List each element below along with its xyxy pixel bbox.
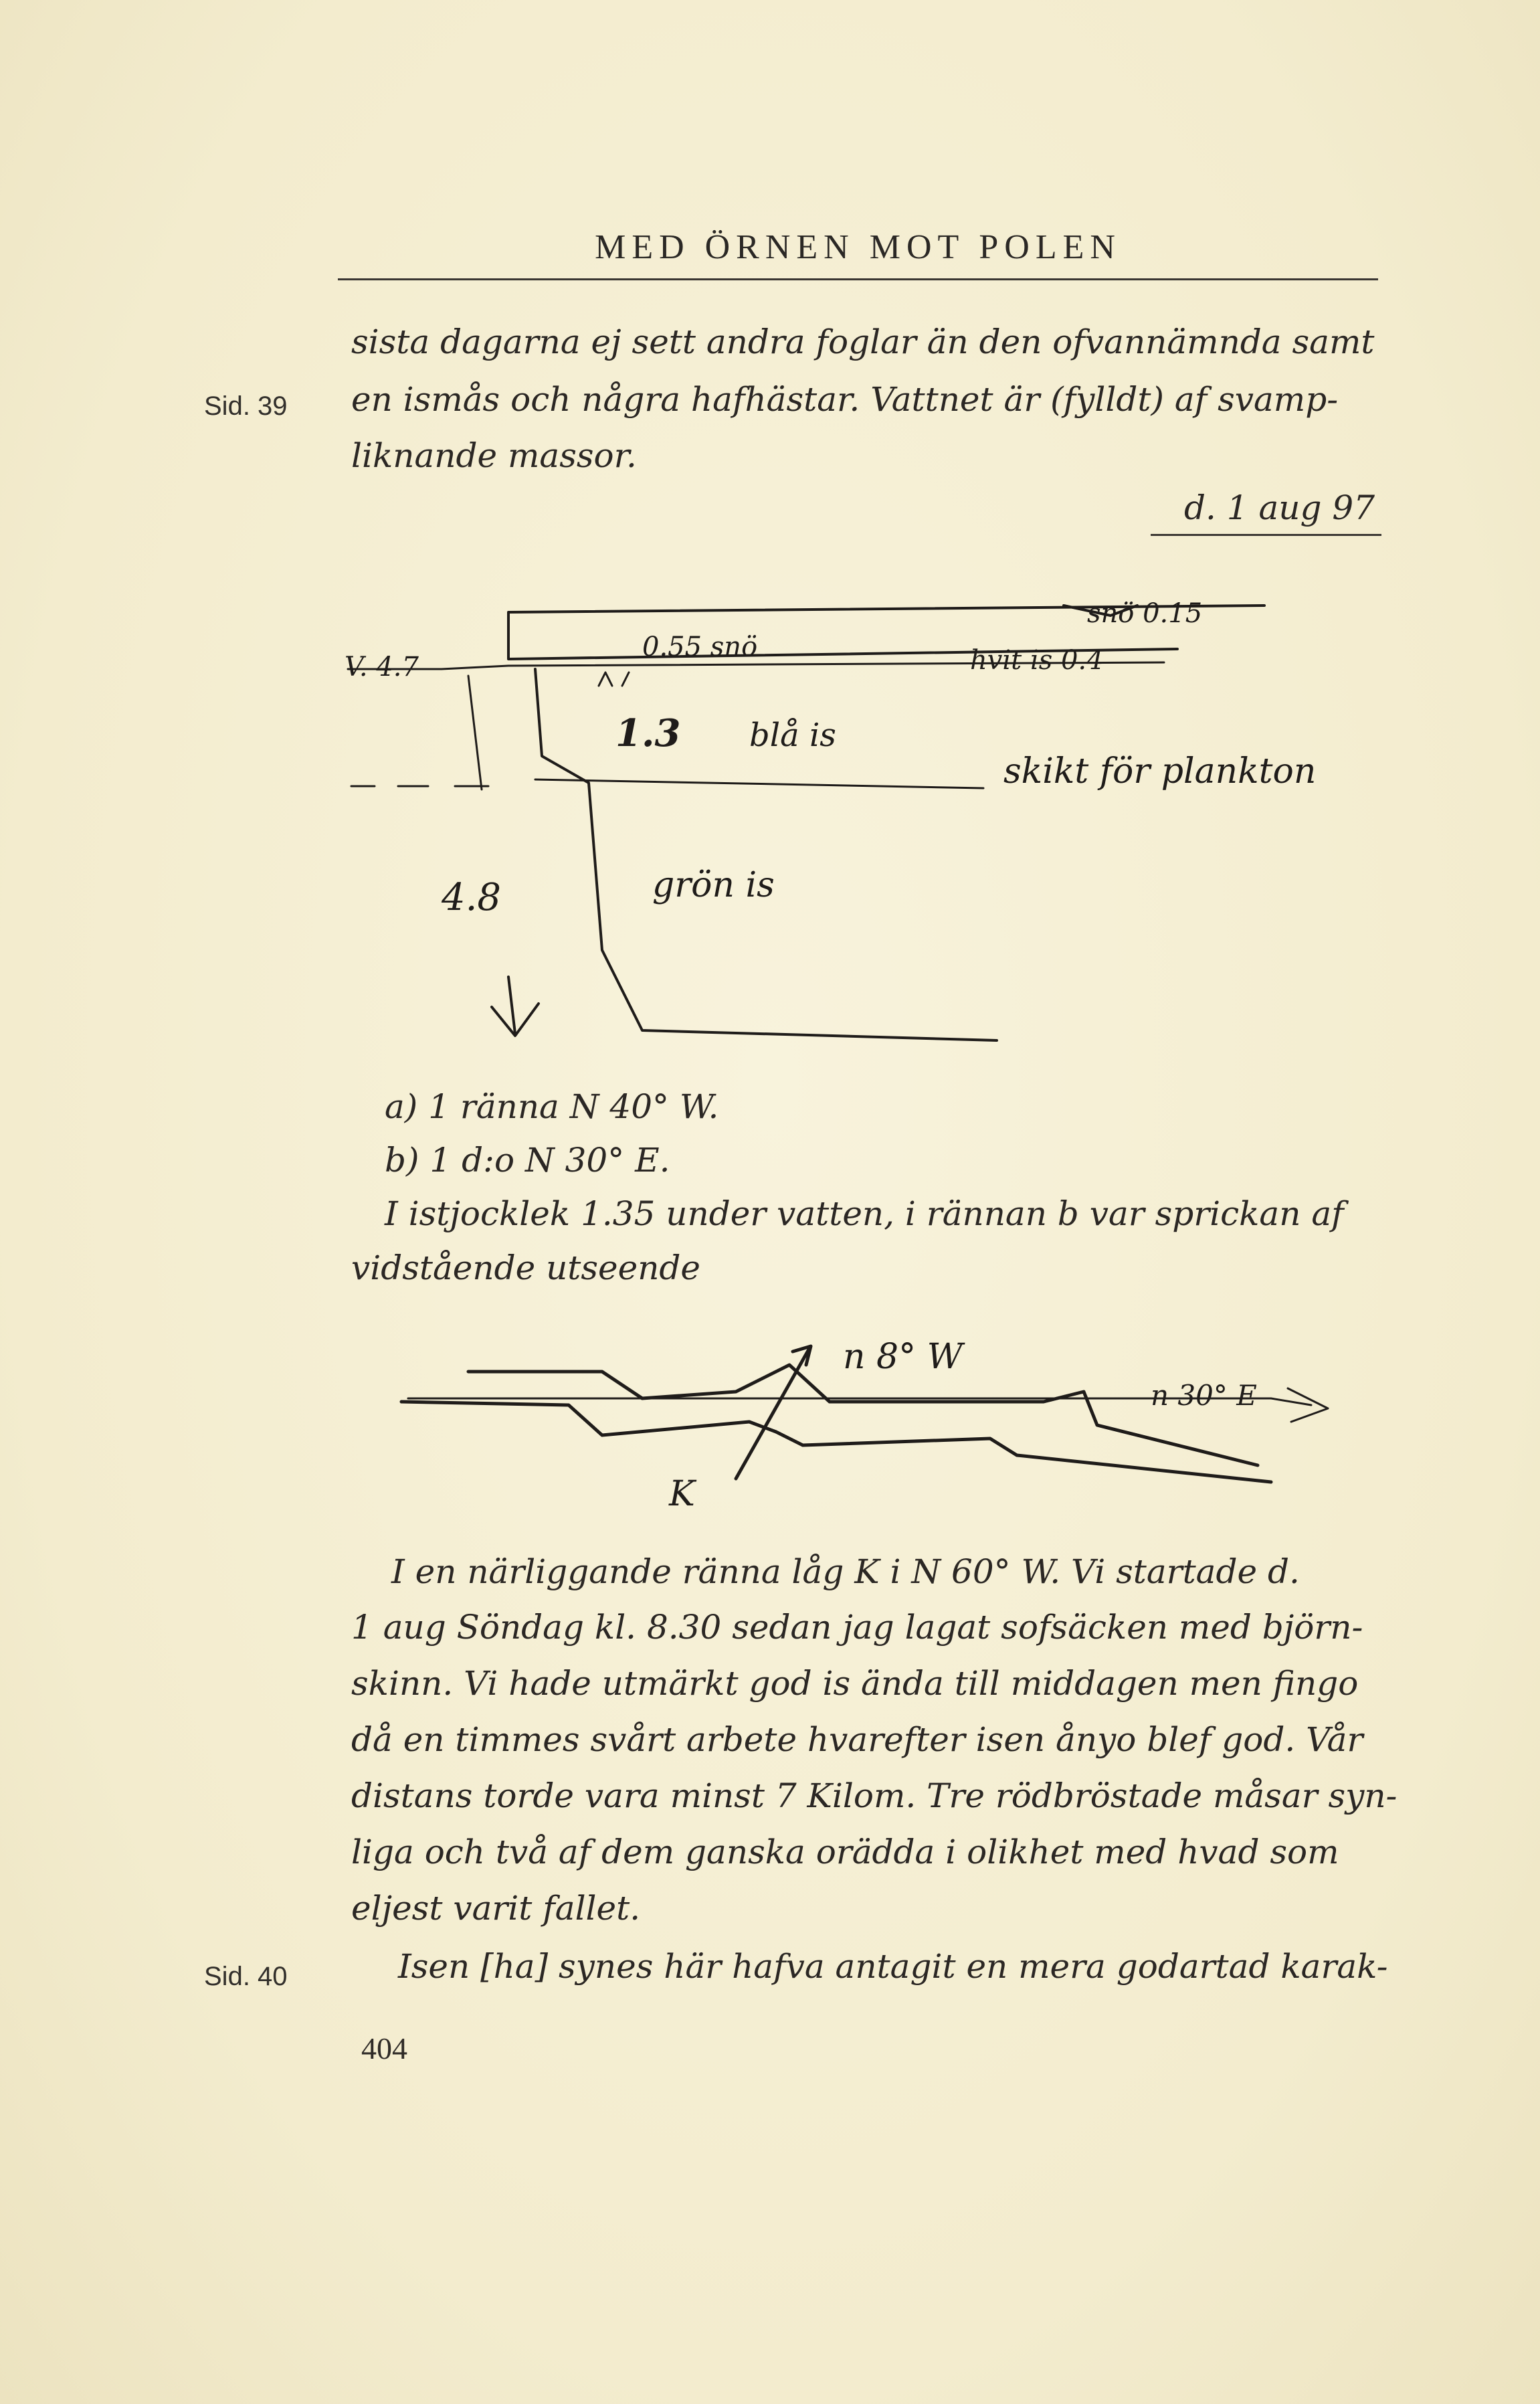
para2-line-4: då en timmes svårt arbete hvarefter isen ånyo blef god. Vår (351, 1720, 1363, 1759)
label-snow: 0.55 snö (642, 632, 758, 662)
label-n30e: n 30° E (1151, 1379, 1257, 1412)
para3-line-1: Isen [ha] synes här hafva antagit en mera godartad karak- (398, 1947, 1388, 1986)
label-green-ice: grön is (652, 865, 775, 905)
label-blue-ice: blå is (749, 717, 836, 754)
date-text: d. 1 aug 97 (1184, 488, 1375, 527)
label-n8w: n 8° W (843, 1337, 963, 1377)
para2-line-3: skinn. Vi hade utmärkt god is ända till middagen men fingo (351, 1664, 1359, 1703)
running-head: MED ÖRNEN MOT POLEN (595, 228, 1121, 266)
para1-line-1: sista dagarna ej sett andra foglar än den ofvannämnda samt (351, 322, 1375, 361)
margin-ref-sid-40: Sid. 40 (204, 1962, 288, 1991)
label-layer: skikt för plankton (1003, 751, 1317, 792)
para2-line-6: liga och två af dem ganska orädda i olikhet med hvad som (351, 1833, 1339, 1871)
label-k: K (669, 1474, 695, 1514)
label-left-level: V. 4.7 (345, 652, 419, 682)
para2-line-2: 1 aug Söndag kl. 8.30 sedan jag lagat sofsäcken med björn- (351, 1608, 1363, 1647)
para1-line-2: en ismås och några hafhästar. Vattnet är (fylldt) af svamp- (351, 380, 1339, 419)
margin-ref-sid-39: Sid. 39 (204, 391, 288, 421)
channel-b: b) 1 d:o N 30° E. (385, 1141, 670, 1180)
page-number: 404 (361, 2031, 407, 2065)
label-snow-right: snö 0.15 (1087, 598, 1203, 629)
thickness-line-1: I istjocklek 1.35 under vatten, i rännan b var sprickan af (385, 1194, 1344, 1233)
label-depth: 4.8 (442, 876, 502, 919)
para1-line-3: liknande massor. (351, 436, 637, 475)
thickness-line-2: vidstående utseende (351, 1249, 701, 1287)
para2-line-1: I en närliggande ränna låg K i N 60° W. Vi startade d. (391, 1552, 1300, 1591)
label-blue-value: 1.3 (615, 711, 681, 755)
para2-line-5: distans torde vara minst 7 Kilom. Tre rödbröstade måsar syn- (351, 1776, 1398, 1815)
label-white-ice: hvit is 0.4 (970, 645, 1104, 676)
para2-line-7: eljest varit fallet. (351, 1889, 641, 1928)
channel-a: a) 1 ränna N 40° W. (385, 1087, 719, 1126)
